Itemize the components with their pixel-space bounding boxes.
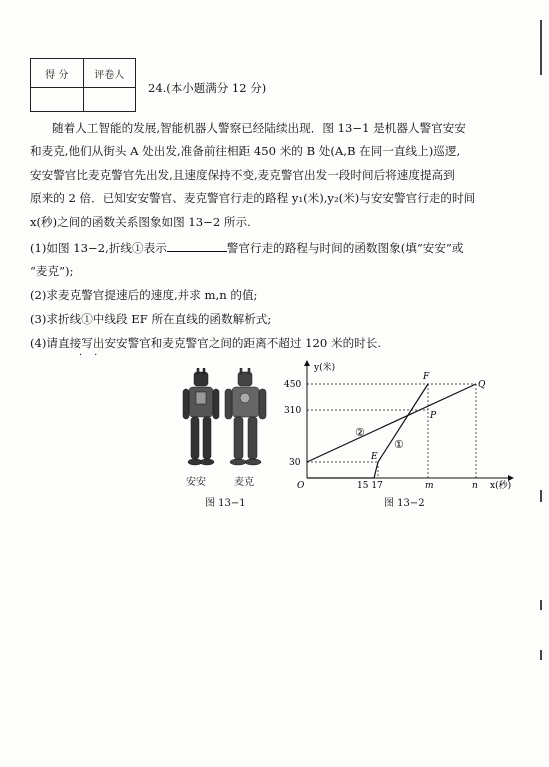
x-axis-label: x(秒)	[490, 481, 512, 490]
x-tick-15-17: 15 17	[357, 481, 383, 490]
y-axis-label: y(米)	[314, 363, 336, 373]
question-heading: 24.(本小题满分 12 分)	[148, 81, 267, 95]
question-1-suffix: 警官行走的路程与时间的函数图象(填“安安”或	[226, 241, 464, 255]
point-Q: Q	[478, 380, 486, 390]
scan-edge-mark	[540, 20, 542, 75]
robot-anan-label: 安安	[186, 477, 206, 488]
y-tick-30: 30	[289, 458, 301, 468]
function-graph	[280, 358, 520, 490]
series-1-label: ①	[394, 438, 404, 451]
score-cell[interactable]	[31, 88, 84, 112]
figure2-caption: 图 13−2	[384, 498, 425, 509]
series-2-label: ②	[355, 426, 365, 439]
y-axis-arrow-icon	[304, 360, 310, 366]
question-2: (2)求麦克警官提速后的速度,并求 m,n 的值;	[30, 288, 258, 302]
question-4: (4)请直接写出安安警官和麦克警官之间的距离不超过 120 米的时长.	[30, 336, 382, 350]
question-1-end: “麦克”);	[30, 264, 74, 278]
intro-line-1: 随着人工智能的发展,智能机器人警察已经陆续出现．图 13−1 是机器人警官安安	[52, 121, 466, 135]
grader-cell[interactable]	[83, 88, 136, 112]
robot-figure	[176, 368, 276, 478]
score-table	[30, 58, 136, 112]
figure1-caption: 图 13−1	[205, 498, 246, 509]
emphasis-dots: ··	[79, 350, 110, 361]
question-1	[30, 239, 463, 256]
x-tick-n: n	[472, 481, 478, 490]
series-1-line	[307, 384, 428, 478]
robot-anan-icon	[183, 368, 219, 465]
intro-line-5: x(秒)之间的函数关系图象如图 13−2 所示.	[30, 215, 251, 229]
y-tick-310: 310	[284, 406, 302, 416]
intro-line-4: 原来的 2 倍．已知安安警官、麦克警官行走的路程 y₁(米),y₂(米)与安安警官行走的时间	[30, 191, 476, 205]
origin-label: O	[297, 481, 305, 490]
scan-edge-mark	[540, 600, 542, 610]
grader-header: 评卷人	[83, 59, 136, 88]
x-tick-m: m	[425, 481, 434, 490]
point-E: E	[371, 452, 378, 462]
scan-edge-mark	[540, 650, 542, 660]
point-F: F	[423, 372, 430, 382]
answer-blank[interactable]	[167, 239, 227, 252]
guide-lines	[307, 384, 476, 478]
point-P: P	[430, 411, 437, 421]
question-3: (3)求折线①中线段 EF 所在直线的函数解析式;	[30, 312, 272, 326]
series-2-line	[307, 384, 476, 462]
score-header: 得 分	[31, 59, 84, 88]
intro-line-2: 和麦克,他们从街头 A 处出发,准备前往相距 450 米的 B 处(A,B 在同一直线上)巡逻,	[30, 144, 461, 158]
question-1-prefix: (1)如图 13−2,折线①表示	[30, 241, 167, 255]
intro-line-3: 安安警官比麦克警官先出发,且速度保持不变,麦克警官出发一段时间后将速度提高到	[30, 168, 455, 182]
robot-mike-icon	[225, 368, 266, 465]
y-tick-450: 450	[284, 380, 302, 390]
robot-mike-label: 麦克	[234, 477, 254, 488]
scan-edge-mark	[540, 490, 542, 502]
